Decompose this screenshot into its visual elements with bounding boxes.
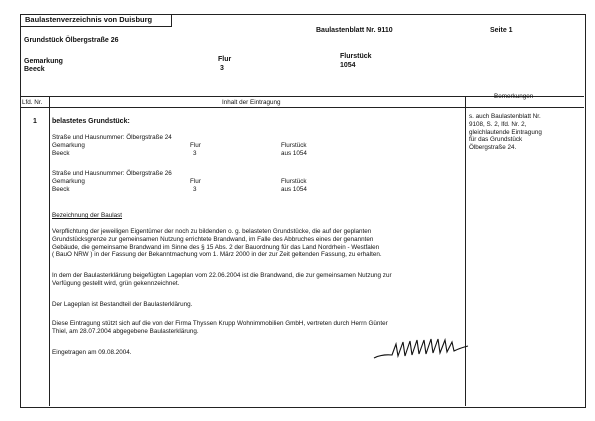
parcel-1-flurstueck-label: Flurstück <box>281 142 307 149</box>
register-title: Baulastenverzeichnis von Duisburg <box>25 15 153 24</box>
parcel-1-gemarkung-value: Beeck <box>52 150 70 157</box>
registration-date: Eingetragen am 09.08.2004. <box>52 349 132 356</box>
parcel-1-flurstueck-value: aus 1054 <box>281 150 307 157</box>
parcel-2-gemarkung-label: Gemarkung <box>52 178 85 185</box>
column-header-remarks: Bemerkungen <box>494 93 534 100</box>
column-header-nr: Lfd. Nr. <box>22 99 43 106</box>
baulast-paragraph-2: In dem der Baulasterklärung beigefügten Lageplan vom 22.06.2004 ist die Brandwand, die zur gemeinsamen Nutzung zur Verfügung gestellt wird, grün gekennzeichnet. <box>52 272 392 287</box>
baulast-paragraph-4: Diese Eintragung stützt sich auf die von der Firma Thyssen Krupp Wohnimmobilien GmbH, vertreten durch Herrn Günter Thiel, am 28.07.2004 abgegebene Baulasterklärung. <box>52 320 388 335</box>
flurstueck-value: 1054 <box>340 62 356 69</box>
column-header-content: Inhalt der Eintragung <box>222 99 281 106</box>
sheet-number: Baulastenblatt Nr. 9110 <box>316 27 393 34</box>
gemarkung-value: Beeck <box>24 66 45 73</box>
baulast-paragraph-3: Der Lageplan ist Bestandteil der Baulasterklärung. <box>52 301 193 308</box>
baulast-paragraph-1: Verpflichtung der jeweiligen Eigentümer der noch zu bildenden o. g. belasteten Grundstücke, die auf der geplanten Grundstücksgrenze zur gemeinsamen Nutzung errichtete Brandwand, im Falle des Abbruches eines der genannten Gebäude, die gemeinsame Brandwand im Sinne des § 15 Abs. 2 der Bauordnung für das Land Nordrhein - Westfalen ( BauO NRW ) in der Fassung der Bekanntmachung vom 1. März 2000 in der zur Zeit geltenden Fassung, zu erhalten. <box>52 228 382 259</box>
parcel-2-gemarkung-value: Beeck <box>52 186 70 193</box>
gemarkung-label: Gemarkung <box>24 58 63 65</box>
parcel-2-flur-value: 3 <box>193 186 197 193</box>
parcel-2-flurstueck-label: Flurstück <box>281 178 307 185</box>
parcel-1-street: Straße und Hausnummer: Ölbergstraße 24 <box>52 134 172 141</box>
parcel-1-flur-value: 3 <box>193 150 197 157</box>
column-divider-nr <box>49 96 50 406</box>
parcel-2-street: Straße und Hausnummer: Ölbergstraße 26 <box>52 170 172 177</box>
parcel-1-gemarkung-label: Gemarkung <box>52 142 85 149</box>
entry-heading: belastetes Grundstück: <box>52 118 130 125</box>
signature <box>372 336 472 362</box>
parcel-address: Grundstück Ölbergstraße 26 <box>24 37 119 44</box>
table-header-bottom-line <box>20 107 584 108</box>
flurstueck-label: Flurstück <box>340 53 372 60</box>
remarks-text: s. auch Baulastenblatt Nr. 9108, S. 2, lfd. Nr. 2, gleichlautende Eintragung für das Grundstück Ölbergstraße 24. <box>469 113 542 152</box>
parcel-1-flur-label: Flur <box>190 142 201 149</box>
flur-value: 3 <box>220 65 224 72</box>
entry-number: 1 <box>33 118 37 125</box>
page-number: Seite 1 <box>490 27 513 34</box>
parcel-2-flurstueck-value: aus 1054 <box>281 186 307 193</box>
baulast-heading: Bezeichnung der Baulast <box>52 212 123 219</box>
parcel-2-flur-label: Flur <box>190 178 201 185</box>
flur-label: Flur <box>218 56 232 63</box>
